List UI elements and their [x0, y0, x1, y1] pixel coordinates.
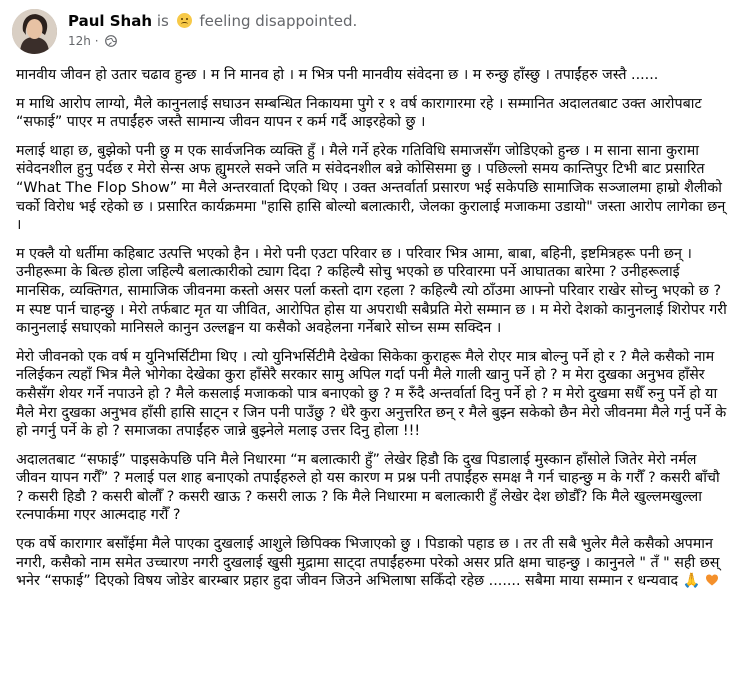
post-paragraph: म एक्लै यो धर्तीमा कहिबाट उत्पत्ति भएको हैन । मेरो पनी एउटा परिवार छ । परिवार भित्र आमा, बाबा, बहिनी, इष्टमित्रहरू पनी छन् । उनीहरूमा के बित्छ होला जहिल्यै बलात्कारीको ट्याग दिदा ? कहिल्यै सोचु भएको छ परिवारमा पर्ने आघातका बारेमा ? उनीहरूलाई मानसिक, व्यक्तिगत, सामाजिक जीवनमा कस्तो असर पर्ला कस्तो दाग रहला ? कहिल्यै त्यो ठाँउमा आफ्नो परिवार राखेर सोच्नु भएको छ ? म स्पष्ट पार्न चाहन्छु । मेरो तर्फबाट मृत या जीवित, आरोपित होस या अपराधी सबैप्रति मेरो सम्मान छ । म मेरो देशको कानुनलाई शिरोपर गरी कानुनलाई सघाएको मानिसले कानुन उल्लङ्घन या कसैको अवहेलना गर्नेबारे सोच्न सम्म सक्दिन ।: [16, 245, 727, 337]
disappointed-face-icon: [177, 13, 192, 28]
post-paragraph-last: [16, 535, 728, 591]
closing-text: एक वर्षे कारागार बसाँईमा मैले पाएका दुखलाई आशुले छिपिक्क भिजाएको छु । पिडाको पहाड छ । तर ती सबै भुलेर मैले कसैको अपमान नगरी, कसैको नाम समेत उच्चारण नगरी दुखलाई खुसी मुद्रामा साट्दा तपाईंहरुमा परेको असर प्रति क्षमा चाहन्छु । कानुनले " तँ " सही छस् भनेर “सफाई” दिएको विषय जोडेर बारम्बार प्रहार हुदा जीवन जिउने अभिलाषा सकिँदो रहेछ ....... सबैमा माया सम्मान र धन्यवाद 🙏: [16, 536, 720, 590]
orange-heart-icon: [705, 573, 719, 587]
post-paragraph: अदालतबाट “सफाई” पाइसकेपछि पनि मैले निधारमा “म बलात्कारी हुँ” लेखेर हिडौ कि दुख पिडालाई मुस्कान हाँसोले जितेर मेरो नर्मल जीवन यापन गरौँ” ? मलाई पल शाह बनाएको तपाईंहरुले हो यस कारण म प्रश्न पनी तपाईंहरु समक्ष नै गर्न चाहन्छु म के गरौँ ? कसरी बाँचौ ? कसरी हिडौ ? कसरी बोलौँ ? कसरी खाऊ ? कसरी लाऊ ? कि मैले निधारमा म बलात्कारी हुँ लेखेर देश छोडौँ? कि मैले खुल्लमखुल्ला रत्नपार्कमा गएर आत्मदाह गरौँ ?: [16, 451, 720, 524]
post-body: [16, 66, 728, 601]
post-header: [12, 6, 727, 58]
avatar[interactable]: [12, 9, 57, 54]
author-line: [68, 12, 357, 30]
feeling-label: feeling disappointed.: [199, 12, 358, 30]
is-word: is: [156, 12, 169, 30]
post-paragraph: मेरो जीवनको एक वर्ष म युनिभर्सिटीमा थिए । त्यो युनिभर्सिटीमै देखेका सिकेका कुराहरू मैले रोएर मात्र बोल्नु पर्ने हो र ? मैले कसैको नाम नलिईकन त्यहाँ भित्र मैले भोगेका देखेका कुरा हाँसेरै सरकार सामु अपिल गर्दा पनी मैले गाली खानु पर्ने हो ? म मेरा दुखका अनुभव हाँसेर कसैसँग शेयर गर्ने नपाउने हो ? मैले कसलाई मजाकको पात्र बनाएको छु ? म रुँदै अन्तर्वार्ता दिनु पर्ने हो ? म मेरो दुखमा सधैँ रुनु पर्ने हो या मैले मेरा दुखका अनुभव हाँसी हासि साट्न र जिन पनी पाउँछु ? धेरै कुरा अनुत्तरित छन् र मैले बुझ्न सकेको छैन मेरो जीवनमा मैले गर्नु पर्ने के हो नगर्नु पर्ने के हो ? समाजका तपाईंहरु जान्ने बुझ्नेले मलाइ उत्तर दिनु होला !!!: [16, 348, 727, 440]
post-time[interactable]: 12h: [68, 34, 91, 48]
post-paragraph: म माथि आरोप लाग्यो, मैले कानुनलाई सघाउन सम्बन्धित निकायमा पुगे र १ वर्ष कारागारमा रहे । सम्मानित अदालतबाट उक्त आरोपबाट “सफाई” पाएर म तपाईंहरु जस्तै सामान्य जीवन यापन र कर्म गर्दै आइरहेको छु ।: [16, 95, 702, 131]
meta-separator: ·: [94, 34, 99, 48]
globe-icon[interactable]: [105, 35, 117, 47]
post-paragraph: मानवीय जीवन हो उतार चढाव हुन्छ । म नि मानव हो । म भित्र पनी मानवीय संवेदना छ । म रुन्छु हाँस्छु । तपाईंहरु जस्तै ......: [16, 67, 659, 83]
post-paragraph: मलाई थाहा छ, बुझेको पनी छु म एक सार्वजनिक व्यक्ति हुँ । मैले गर्ने हरेक गतिविधि समाजसँग जोडिएको हुन्छ । म साना साना कुरामा संवेदनशील हुनु पर्दछ र मेरो सेन्स अफ ह्युमरले सक्ने जति म संवेदनशील बन्ने कोसिसमा छु । पछिल्लो समय कान्तिपुर टिभी बाट प्रसारित “What The Flop Show” मा मैले अन्तरवार्ता दिएको थिए । उक्त अन्तर्वार्ता प्रसारण भई सकेपछि सामाजिक सञ्जालमा हाम्रो शैलीको चर्को विरोध भई रहेको छ । प्रसारित कार्यक्रममा "हासि हासि बोल्यो बलात्कारी, जेलका कुरालाई मजाकमा उडायो" जस्ता आरोप लागेका छन् ।: [16, 142, 726, 234]
profile-photo-icon: [12, 9, 57, 54]
author-name[interactable]: Paul Shah: [68, 12, 153, 30]
post-meta: [68, 34, 117, 48]
